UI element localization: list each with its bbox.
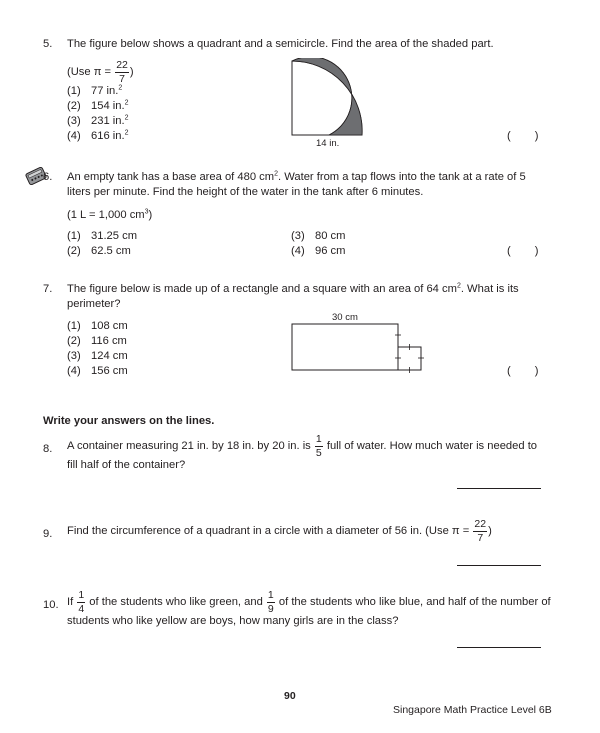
answer-line[interactable] [457,565,541,566]
fraction-denominator: 7 [119,72,125,85]
fraction-numerator: 1 [315,433,322,445]
paren-open: ( [507,245,511,257]
option-value: 80 cm [315,230,346,242]
answer-parentheses[interactable] [507,364,538,379]
answer-parentheses[interactable] [507,244,538,259]
question-text-line-2: fill half of the container? [67,459,186,471]
fraction-numerator: 1 [267,589,274,601]
text-segment: ) [488,524,492,537]
option-3 [291,229,345,244]
book-title: Singapore Math Practice Level 6B [393,704,552,716]
exponent: 2 [274,170,278,178]
paren-close: ) [534,130,539,142]
option-2 [67,334,127,349]
question-text-line-2: perimeter? [67,298,121,310]
option-number: (4) [67,365,81,377]
answer-parentheses[interactable] [507,129,538,144]
option-value: 154 in. [91,100,125,112]
option-4 [67,364,128,379]
fraction-numerator: 22 [116,59,128,71]
text-segment: of the students who like green, and [89,595,263,608]
option-number: (2) [67,335,81,347]
page-number: 90 [284,690,296,702]
text-segment: ) [148,209,153,221]
question-text-line-2: students who like yellow are boys, how many girls are in the class? [67,615,399,627]
option-3 [67,114,129,129]
figure-label-30cm: 30 cm [332,312,358,323]
option-number: (1) [67,230,81,242]
option-value: 116 cm [91,335,127,347]
option-number: (2) [67,100,81,112]
option-value: 124 cm [91,350,128,362]
pi-fraction [115,60,129,84]
answer-line[interactable] [457,647,541,648]
question-number: 9. [43,528,53,540]
question-text [67,519,492,543]
text-segment: (1 L = 1,000 cm [67,209,145,221]
option-1 [67,229,137,244]
section-heading: Write your answers on the lines. [43,415,215,427]
option-number: (3) [67,115,81,127]
pi-note-suffix: ) [129,65,134,78]
pi-fraction [473,519,487,543]
text-segment: The figure below is made up of a rectangle and a square with an area of 64 cm [67,283,457,295]
question-number: 7. [43,283,53,295]
option-exponent: 2 [124,99,129,107]
option-value: 96 cm [315,245,346,257]
option-value: 62.5 cm [91,245,131,257]
option-1 [67,84,122,99]
option-2 [67,99,129,114]
answer-line[interactable] [457,488,541,489]
option-number: (4) [291,245,305,257]
question-text-line-1 [67,282,545,297]
option-value: 616 in. [91,130,125,142]
rectangle-shape [292,324,398,370]
text-segment: An empty tank has a base area of 480 cm [67,171,275,183]
option-value: 156 cm [91,365,128,377]
option-value: 108 cm [91,320,128,332]
square-shape [398,347,421,370]
quadrant-semicircle-figure [286,58,366,148]
option-exponent: 2 [124,129,129,137]
option-number: (1) [67,320,81,332]
question-text-line-1 [67,590,551,614]
fraction-denominator: 9 [267,602,274,615]
option-4 [291,244,345,259]
question-number: 8. [43,443,53,455]
text-segment: of the students who like blue, and half of the number of [278,595,551,608]
fraction-numerator: 1 [78,589,85,601]
option-number: (4) [67,130,81,142]
question-text-line-1 [67,170,545,185]
text-segment: . Water from a tap flows into the tank at a rate of 5 [278,171,526,183]
text-segment: . What is its [460,283,519,295]
pi-note-prefix: (Use π = [67,65,115,78]
question-text-line-2: liters per minute. Find the height of the water in the tank after 6 minutes. [67,186,424,198]
option-exponent: 2 [118,84,123,92]
option-3 [67,349,128,364]
text-segment: A container measuring 21 in. by 18 in. by 20 in. is [67,439,311,452]
pi-note [67,60,134,84]
question-text: The figure below shows a quadrant and a semicircle. Find the area of the shaded part. [67,38,494,50]
paren-open: ( [507,365,511,377]
question-text-line-1 [67,434,537,458]
fraction-one-ninth [267,590,275,614]
option-number: (3) [67,350,81,362]
question-number: 10. [43,599,59,611]
fraction-numerator: 22 [474,518,487,530]
fraction-denominator: 5 [315,446,322,459]
fraction-one-fifth [315,434,323,458]
question-number: 5. [43,38,53,50]
rectangle-square-figure [286,310,426,376]
text-segment: full of water. How much water is needed to [326,439,538,452]
option-value: 77 in. [91,85,119,97]
tick-marks [395,335,424,373]
text-segment: Find the circumference of a quadrant in a circle with a diameter of 56 in. (Use π = [67,524,470,537]
question-number: 6. [43,171,53,183]
option-value: 31.25 cm [91,230,138,242]
fraction-one-fourth [77,590,85,614]
option-1 [67,319,128,334]
option-2 [67,244,131,259]
option-4 [67,129,129,144]
option-value: 231 in. [91,115,125,127]
exponent: 2 [456,282,461,290]
exponent: 3 [144,208,149,216]
paren-close: ) [534,365,539,377]
paren-open: ( [507,130,511,142]
unit-note [67,208,152,223]
figure-label-14in: 14 in. [316,138,340,148]
option-number: (1) [67,85,81,97]
fraction-denominator: 4 [78,602,85,615]
option-exponent: 2 [124,114,129,122]
text-segment: If [67,595,74,608]
fraction-denominator: 7 [477,531,484,544]
option-number: (2) [67,245,81,257]
option-number: (3) [291,230,305,242]
paren-close: ) [534,245,539,257]
